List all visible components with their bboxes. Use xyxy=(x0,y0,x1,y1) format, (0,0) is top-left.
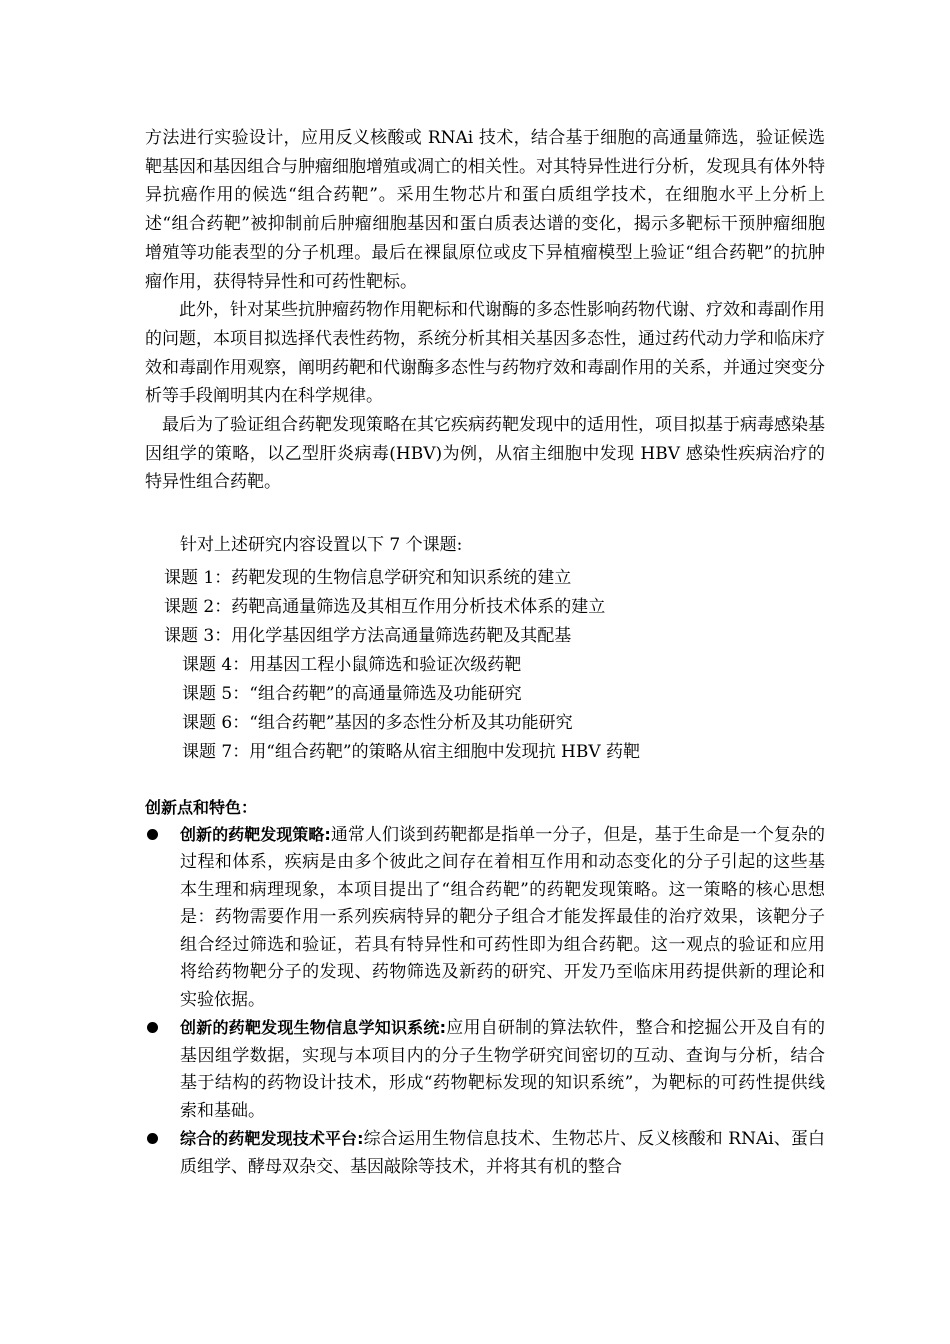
bullet-text xyxy=(180,821,825,1015)
subject-item-6: 课题 6：“组合药靶”基因的多态性分析及其功能研究 xyxy=(182,712,573,733)
bullet-text xyxy=(180,1125,825,1181)
bullet-title: 创新的药靶发现生物信息学知识系统: xyxy=(180,1018,447,1038)
paragraph-polymorphism: 此外，针对某些抗肿瘤药物作用靶标和代谢酶的多态性影响药物代谢、疗效和毒副作用的问题，本项目拟选择代表性药物，系统分析其相关基因多态性，通过药代动力学和临床疗效和毒副作用观察，阐明药靶和代谢酶多态性与药物疗效和毒副作用的关系，并通过突变分析等手段阐明其内在科学规律。 xyxy=(145,300,825,407)
bullet-item xyxy=(145,821,825,1015)
bullet-body: 应用自研制的算法软件，整合和挖掘公开及自有的基因组学数据，实现与本项目内的分子生物学研究间密切的互动、查询与分析，结合基于结构的药物设计技术，形成“药物靶标发现的知识系统”，为靶标的可药性提供线索和基础。 xyxy=(180,1018,826,1121)
paragraph-hbv: 最后为了验证组合药靶发现策略在其它疾病药靶发现中的适用性，项目拟基于病毒感染基因组学的策略，以乙型肝炎病毒(HBV)为例，从宿主细胞中发现 HBV 感染性疾病治疗的特异性组合药靶。 xyxy=(145,415,825,493)
bullet-dot-icon xyxy=(147,1022,158,1033)
subject-item-2: 课题 2：药靶高通量筛选及其相互作用分析技术体系的建立 xyxy=(164,596,606,617)
subjects-list xyxy=(145,564,825,767)
subjects-intro: 针对上述研究内容设置以下 7 个课题: xyxy=(180,535,463,556)
bullet-title: 综合的药靶发现技术平台: xyxy=(180,1129,364,1149)
bullet-item xyxy=(145,1125,825,1181)
subject-item-4: 课题 4：用基因工程小鼠筛选和验证次级药靶 xyxy=(182,654,522,675)
bullet-body: 综合运用生物信息技术、生物芯片、反义核酸和 RNAi、蛋白质组学、酵母双杂交、基因敲除等技术，并将其有机的整合 xyxy=(180,1129,825,1177)
bullet-item xyxy=(145,1014,825,1125)
blank-line xyxy=(145,497,825,525)
subject-item-3: 课题 3：用化学基因组学方法高通量筛选药靶及其配基 xyxy=(164,625,572,646)
document-page xyxy=(145,124,825,1181)
paragraph-method: 方法进行实验设计，应用反义核酸或 RNAi 技术，结合基于细胞的高通量筛选，验证候选靶基因和基因组合与肿瘤细胞增殖或凋亡的相关性。对其特异性进行分析，发现具有体外特异抗癌作用的候选“组合药靶”。采用生物芯片和蛋白质组学技术，在细胞水平上分析上述“组合药靶”被抑制前后肿瘤细胞基因和蛋白质表达谱的变化，揭示多靶标干预肿瘤细胞增殖等功能表型的分子机理。最后在裸鼠原位或皮下异植瘤模型上验证“组合药靶”的抗肿瘤作用，获得特异性和可药性靶标。 xyxy=(145,128,825,292)
bullet-dot-icon xyxy=(147,829,158,840)
section-heading-innovation: 创新点和特色： xyxy=(145,797,258,817)
bullet-dot-icon xyxy=(147,1133,158,1144)
bullet-body: 通常人们谈到药靶都是指单一分子，但是，基于生命是一个复杂的过程和体系，疾病是由多个彼此之间存在着相互作用和动态变化的分子引起的这些基本生理和病理现象，本项目提出了“组合药靶”的药靶发现策略。这一策略的核心思想是：药物需要作用一系列疾病特异的靶分子组合才能发挥最佳的治疗效果，该靶分子组合经过筛选和验证，若具有特异性和可药性即为组合药靶。这一观点的验证和应用将给药物靶分子的发现、药物筛选及新药的研究、开发乃至临床用药提供新的理论和实验依据。 xyxy=(180,824,825,1010)
bullet-title: 创新的药靶发现策略: xyxy=(180,824,331,844)
subject-item-7: 课题 7：用“组合药靶”的策略从宿主细胞中发现抗 HBV 药靶 xyxy=(182,741,641,762)
subject-item-5: 课题 5：“组合药靶”的高通量筛选及功能研究 xyxy=(182,683,522,704)
bullet-text xyxy=(180,1014,825,1125)
subject-item-1: 课题 1：药靶发现的生物信息学研究和知识系统的建立 xyxy=(164,567,572,588)
